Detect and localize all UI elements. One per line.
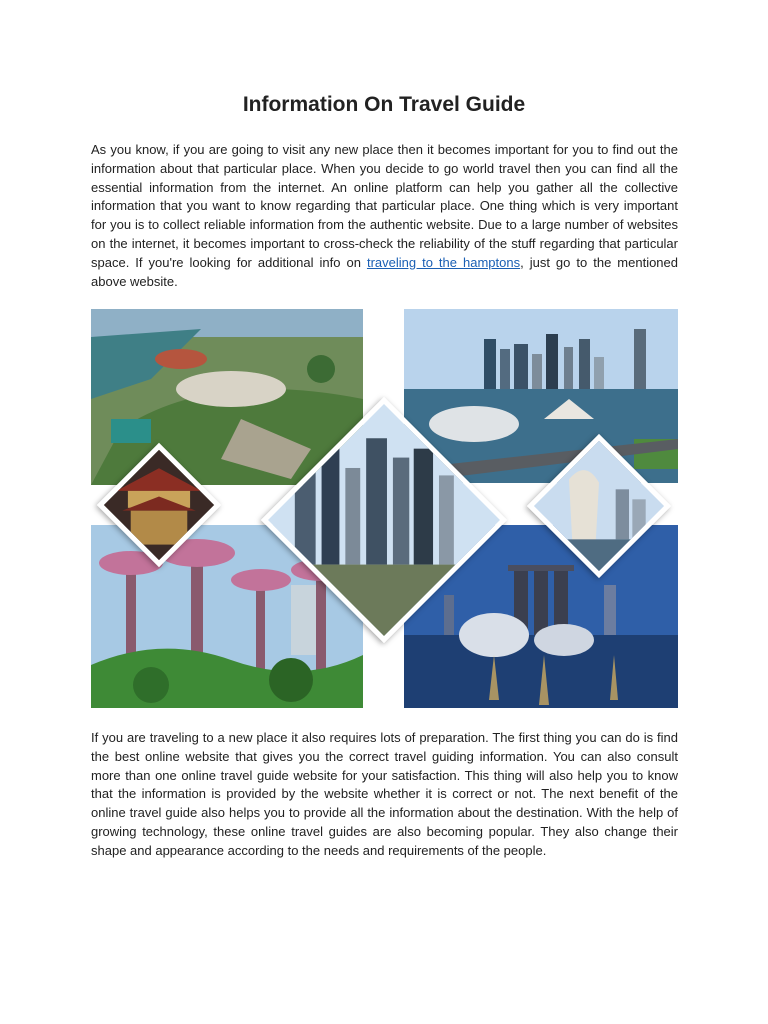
travel-photo-collage [91, 309, 678, 708]
intro-paragraph [91, 141, 678, 291]
page-title: Information On Travel Guide [242, 93, 526, 116]
hamptons-link[interactable]: traveling to the hamptons [366, 254, 521, 270]
intro-text: As you know, if you are going to visit any new place then it becomes important for you to find out the information about that particular place. When you decide to go world travel then you can find all the essential information from the internet. An online platform can help you gather all the collective information that you want to know regarding that particular place. One thing which is very important for you is to collect reliable information from the authentic website. Due to a large number of websites on the internet, it becomes important to cross-check the reliability of the stuff regarding that particular space. If you're looking for additional info on [91, 142, 678, 270]
intro-text-end: , just go to the mentioned above website. [91, 254, 679, 289]
body-paragraph: If you are traveling to a new place it also requires lots of preparation. The first thing you can do is find the best online website that gives you the correct travel guiding information. You can also consult more than one online travel guide website for your satisfaction. This thing will also help you to know that the information is provided by the website whether it is correct or not. The next benefit of the online travel guide also helps you to provide all the information about the destination. With the help of growing technology, these online travel guides are also becoming popular. They also change their shape and appearance according to the needs and requirements of the people. [91, 730, 678, 858]
marina-bay-skyline-photo [404, 309, 678, 483]
